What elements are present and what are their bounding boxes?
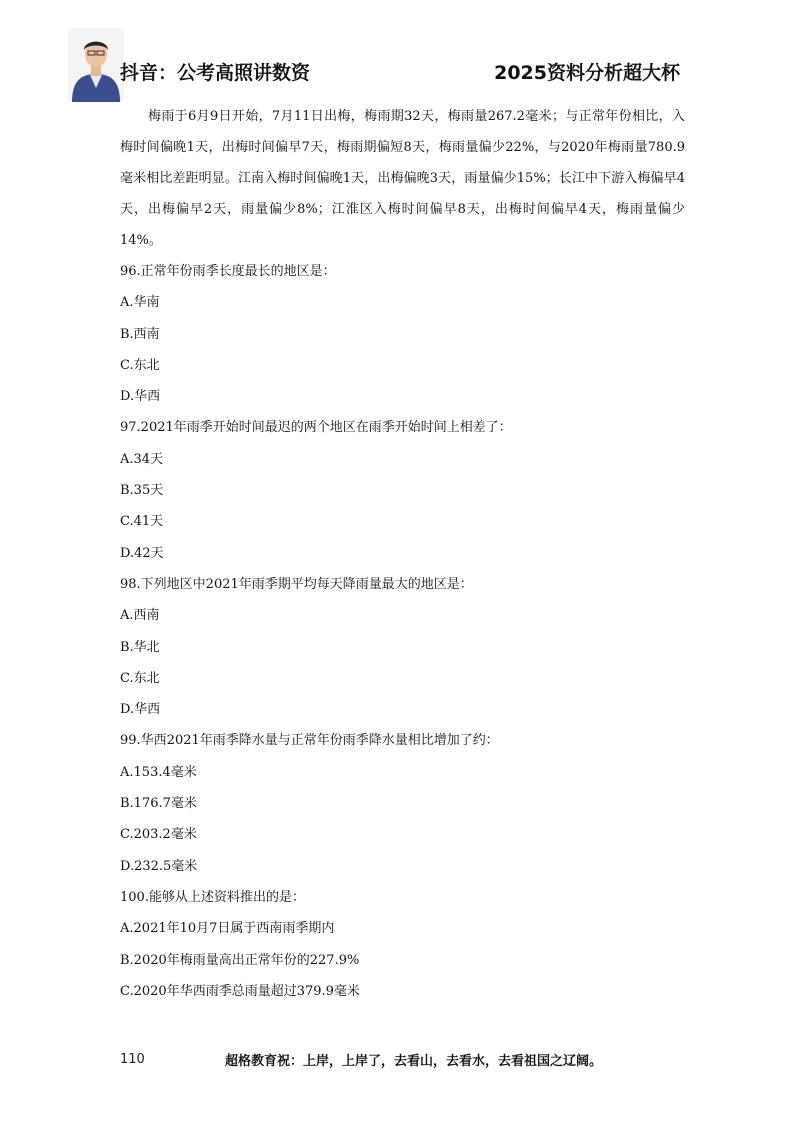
option-b: B.西南 (120, 326, 160, 342)
question-stem: 96.正常年份雨季长度最长的地区是： (120, 264, 336, 279)
author-photo (68, 28, 124, 102)
option-a: A.华南 (120, 295, 160, 311)
document-body (120, 101, 685, 1007)
option-b: B.176.7毫米 (120, 796, 197, 812)
header-brand: 抖音：公考高照讲数资 (120, 62, 311, 84)
option-c: C.东北 (120, 670, 160, 686)
question-99 (120, 725, 685, 881)
question-96 (120, 256, 685, 412)
question-100 (120, 882, 685, 1007)
question-97 (120, 412, 685, 568)
option-a: A.西南 (120, 608, 160, 624)
page-header (0, 0, 800, 110)
question-98 (120, 569, 685, 725)
option-d: D.42天 (120, 545, 164, 561)
option-d: D.华西 (120, 702, 161, 718)
option-c: C.东北 (120, 357, 160, 373)
option-a: A.153.4毫米 (120, 764, 197, 780)
option-c: C.2020年华西雨季总雨量超过379.9毫米 (120, 983, 360, 999)
question-stem: 100.能够从上述资料推出的是： (120, 889, 305, 905)
option-b: B.华北 (120, 639, 160, 655)
option-d: D.232.5毫米 (120, 858, 198, 874)
header-course-title: 2025资料分析超大杯 (494, 62, 680, 84)
intro-paragraph: 梅雨于6月9日开始，7月11日出梅，梅雨期32天，梅雨量267.2毫米；与正常年份相比，入梅时间偏晚1天，出梅时间偏早7天，梅雨期偏短8天，梅雨量偏少22%，与2020年梅雨量780.9毫米相比差距明显。江南入梅时间偏晚1天，出梅偏晚3天，雨量偏少15%；长江中下游入梅偏早4天，出梅偏早2天，雨量偏少8%；江淮区入梅时间偏早8天，出梅时间偏早4天，梅雨量偏少14%。 (120, 109, 685, 248)
option-b: B.35天 (120, 483, 164, 499)
option-b: B.2020年梅雨量高出正常年份的227.9% (120, 952, 360, 968)
footer-slogan: 超格教育祝：上岸，上岸了，去看山，去看水，去看祖国之辽阔。 (225, 1054, 603, 1069)
page-number: 110 (120, 1052, 145, 1067)
option-a: A.34天 (120, 451, 164, 467)
question-stem: 99.华西2021年雨季降水量与正常年份雨季降水量相比增加了约： (120, 733, 499, 749)
option-c: C.203.2毫米 (120, 827, 197, 843)
option-a: A.2021年10月7日属于西南雨季期内 (120, 921, 335, 937)
option-d: D.华西 (120, 389, 161, 405)
question-stem: 98.下列地区中2021年雨季期平均每天降雨量最大的地区是： (120, 576, 473, 592)
option-c: C.41天 (120, 514, 164, 530)
question-stem: 97.2021年雨季开始时间最迟的两个地区在雨季开始时间上相差了： (120, 420, 512, 436)
